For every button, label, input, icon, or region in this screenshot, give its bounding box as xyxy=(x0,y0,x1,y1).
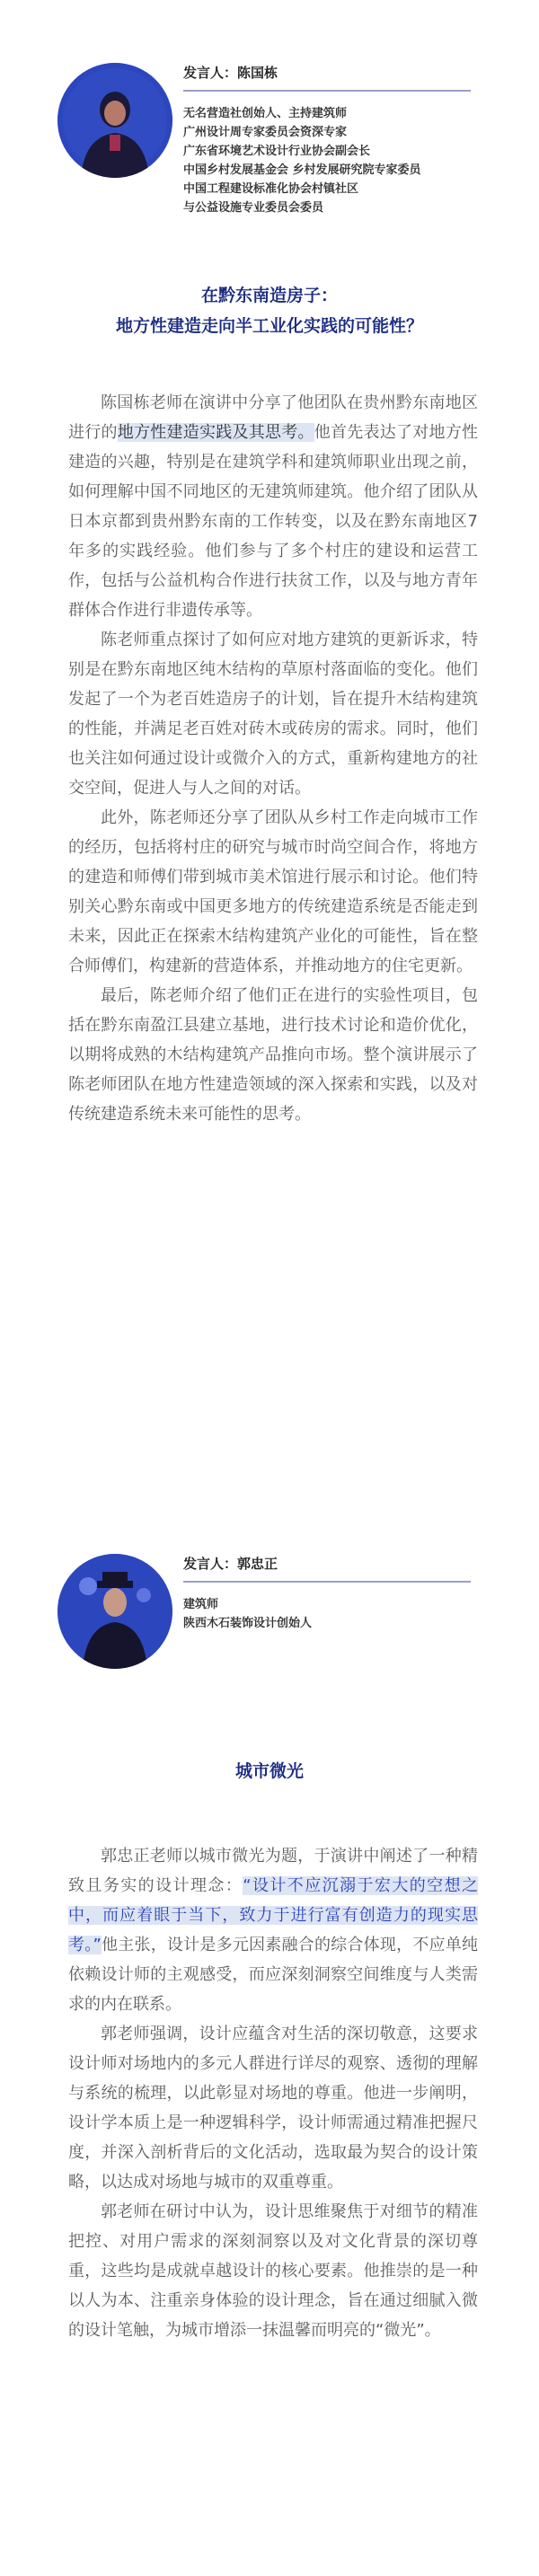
section-title-line: 城市微光 xyxy=(234,1761,304,1781)
section-title-1 xyxy=(0,280,539,341)
speaker-info-chen xyxy=(183,63,525,217)
speaker-title: 广东省环境艺术设计行业协会副会长 xyxy=(183,145,371,158)
section-title-2 xyxy=(0,1756,539,1786)
speaker-title: 广州设计周专家委员会资深专家 xyxy=(183,126,348,139)
paragraph: 郭老师在研讨中认为，设计思维聚焦于对细节的精准把控、对用户需求的深刻洞察以及对文化背景的深切尊重，这些均是成就卓越设计的核心要素。他推崇的是一种以人为本、注重亲身体验的设计理念，旨在通过细腻入微的设计笔触，为城市增添一抹温馨而明亮的“微光”。 xyxy=(68,2202,478,2340)
speaker-info-guo xyxy=(183,1554,525,1633)
paragraph: 此外，陈老师还分享了团队从乡村工作走向城市工作的经历，包括将村庄的研究与城市时尚空间合作，将地方的建造和师傅们带到城市美术馆进行展示和讨论。他们特别关心黔东南或中国更多地方的传统建造系统是否能走到未来，因此正在探索木结构建筑产业化的可能性，旨在整合师傅们，构建新的营造体系，并推动地方的住宅更新。 xyxy=(68,808,478,975)
paragraph xyxy=(68,1841,478,2019)
speaker-photo-guo xyxy=(57,1554,172,1669)
speaker-card-chen xyxy=(57,63,525,243)
paragraph xyxy=(68,388,478,625)
speaker-title: 中国乡村发展基金会 乡村发展研究院专家委员 xyxy=(183,163,421,177)
speaker-titles xyxy=(183,1595,525,1633)
speaker-title: 中国工程建设标准化协会村镇社区 xyxy=(183,182,359,196)
paragraph-text: 他主张，设计是多元因素融合的综合体现，不应单纯依赖设计师的主观感受，而应深刻洞察空间维度与人类需求的内在联系。 xyxy=(68,1936,478,2014)
paragraph-text: 他首先表达了对地方性建造的兴趣，特别是在建筑学科和建筑师职业出现之前，如何理解中国不同地区的无建筑师建筑。他介绍了团队从日本京都到贵州黔东南的工作转变，以及在黔东南地区7年多的实践经验。他们参与了多个村庄的建设和运营工作，包括与公益机构合作进行扶贫工作，以及与地方青年群体合作进行非遗传承等。 xyxy=(68,423,478,620)
highlighted-text: 地方性建造实践及其思考。 xyxy=(117,423,314,442)
speaker-title: 无名营造社创始人、主持建筑师 xyxy=(183,107,348,120)
speaker-title: 与公益设施专业委员会委员 xyxy=(183,201,324,215)
highlighted-quote: “设计不应沉溺于宏大的空想之中，而应着眼于当下，致力于进行富有创造力的现实思考。” xyxy=(68,1876,479,1954)
paragraph: 郭老师强调，设计应蕴含对生活的深切敬意，这要求设计师对场地内的多元人群进行详尽的观察、透彻的理解与系统的梳理，以此彰显对场地的尊重。他进一步阐明，设计学本质上是一种逻辑科学，设计师需通过精准把握尺度，并深入剖析背后的文化活动，选取最为契合的设计策略，以达成对场地与城市的双重尊重。 xyxy=(68,2025,478,2192)
paragraph-text: 郭忠正老师以城市微光为题，于演讲中阐述了一种精致且务实的设计理念： xyxy=(68,1847,478,1895)
speaker-title: 陕西木石装饰设计创始人 xyxy=(183,1617,313,1630)
speaker-title: 建筑师 xyxy=(183,1598,219,1611)
speaker-titles xyxy=(183,104,525,217)
article-body-2 xyxy=(68,1841,478,2345)
speaker-photo-chen xyxy=(57,63,172,178)
section-title-line: 地方性建造走向半工业化实践的可能性？ xyxy=(115,316,423,336)
article-body-1 xyxy=(68,388,478,1129)
paragraph-text: 陈国栋老师在演讲中分享了他团队在贵州黔东南地区进行的 xyxy=(68,393,478,442)
speaker-name: 发言人：郭忠正 xyxy=(183,1554,471,1583)
speaker-name: 发言人：陈国栋 xyxy=(183,63,471,92)
section-title-line: 在黔东南造房子： xyxy=(200,286,338,305)
paragraph: 陈老师重点探讨了如何应对地方建筑的更新诉求，特别是在黔东南地区纯木结构的草原村落面临的变化。他们发起了一个为老百姓造房子的计划，旨在提升木结构建筑的性能，并满足老百姓对砖木或砖房的需求。同时，他们也关注如何通过设计或微介入的方式，重新构建地方的社交空间，促进人与人之间的对话。 xyxy=(68,631,478,798)
paragraph: 最后，陈老师介绍了他们正在进行的实验性项目，包括在黔东南盈江县建立基地，进行技术讨论和造价优化，以期将成熟的木结构建筑产品推向市场。整个演讲展示了陈老师团队在地方性建造领域的深入探索和实践，以及对传统建造系统未来可能性的思考。 xyxy=(68,986,478,1124)
speaker-card-guo xyxy=(57,1554,525,1689)
